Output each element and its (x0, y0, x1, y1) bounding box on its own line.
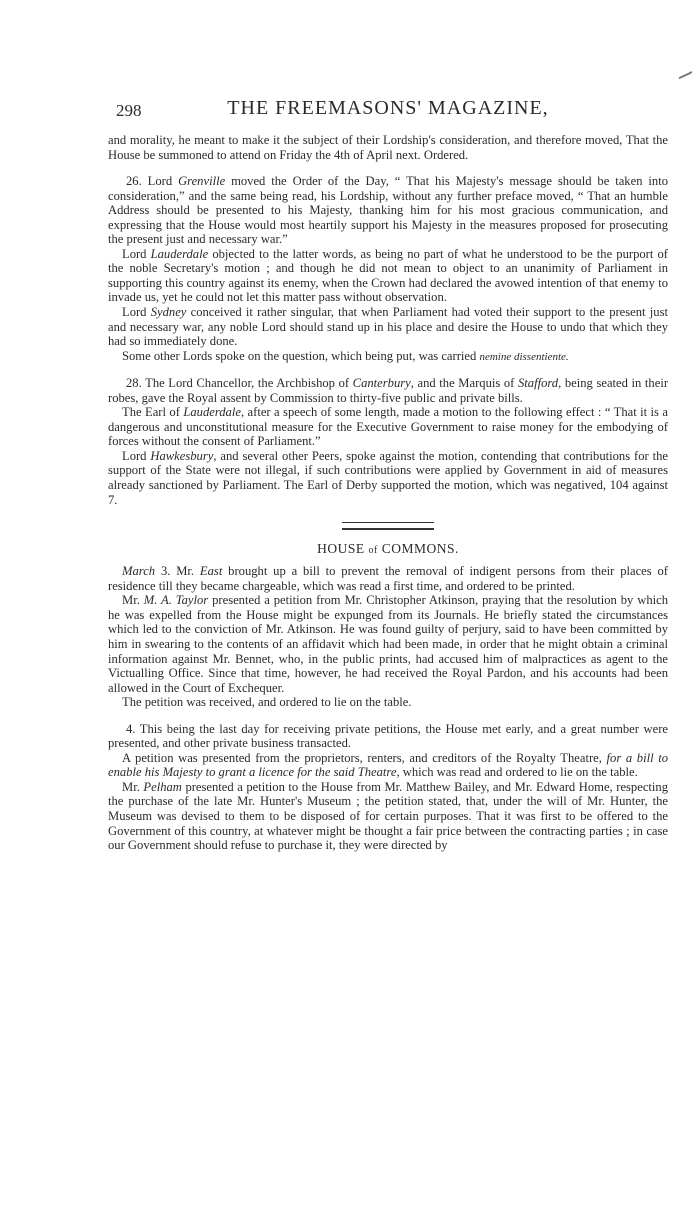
paragraph: and morality, he meant to make it the subject of their Lordship's consideration, and therefore moved, That the House be summoned to attend on Friday the 4th of April next. Ordered. (108, 133, 668, 162)
corner-mark (679, 69, 692, 79)
paragraph: Mr. Pelham presented a petition to the House from Mr. Matthew Bailey, and Mr. Edward Home, respecting the purchase of the late Mr. Hunter's Museum ; the petition stated, that, under the will of Mr. Hunter, the Museum was devised to them to be disposed of for certain purposes. That it was first to be offered to the Government of this country, at whatever might be thought a fair price between the contracting parties ; in case our Government should refuse to purchase it, they were directed by (108, 779, 668, 853)
section-divider (108, 519, 668, 534)
page (108, 95, 668, 853)
paragraph: Lord Hawkesbury, and several other Peers, spoke against the motion, contending that contributions for the support of the State were not illegal, if such contributions were applied by Government in aid of measures already sanctioned by Parliament. The Earl of Derby supported the motion, which was negatived, 104 against 7. (108, 448, 668, 507)
section-title: HOUSE of COMMONS. (317, 540, 459, 556)
page-number: 298 (116, 101, 142, 120)
paragraph: 4. This being the last day for receiving private petitions, the House met early, and a great number were presented, and other private business transacted. (108, 721, 668, 751)
body-text (108, 133, 668, 853)
paragraph: A petition was presented from the proprietors, renters, and creditors of the Royalty Theatre, for a bill to enable his Majesty to grant a licence for the said Theatre, which was read and ordered to lie on the table. (108, 750, 668, 780)
paragraph: Some other Lords spoke on the question, which being put, was carried nemine dissentiente. (122, 348, 569, 363)
paragraph: Mr. M. A. Taylor presented a petition from Mr. Christopher Atkinson, praying that the resolution by which he was expelled from the House might be expunged from its Journals. He briefly stated the circumstances which led to the conviction of Mr. Atkinson. He was found guilty of perjury, said to have been committed by him in swearing to the contents of an affidavit which had been made, in order that he might obtain a criminal information against Mr. Bennet, who, in the public prints, had accused him of malpractices as agent to the Victualling Office. Since that time, however, he had received the Royal Pardon, and his accounts had been allowed in the Court of Exchequer. (108, 593, 669, 695)
paragraph: The petition was received, and ordered to lie on the table. (122, 695, 412, 710)
paragraph: The Earl of Lauderdale, after a speech of some length, made a motion to the following effect : “ That it is a dangerous and unconstitutional measure for the Executive Government to raise money for the embodying of forces without the consent of Parliament.” (108, 405, 668, 449)
paragraph: 26. Lord Grenville moved the Order of the Day, “ That his Majesty's message should be taken into consideration,” and the same being read, his Lordship, without any further preface moved, “ That an humble Address should be presented to his Majesty, thanking him for his most gracious communication, and expressing that the House would most heartily support his Majesty in the measures proposed for prosecuting the present just and necessary war.” (108, 174, 668, 247)
paragraph: Lord Lauderdale objected to the latter words, as being no part of what he understood to be the purport of the noble Secretary's motion ; and though he did not mean to object to an unanimity of Parliament in supporting this country against its enemy, when the Crown had declared the avowed intention of that enemy to invade us, yet he could not let this matter pass without observation. (108, 246, 668, 305)
ornamental-rule (342, 522, 434, 530)
paragraph: Lord Sydney conceived it rather singular, that when Parliament had voted their support to the present just and necessary war, any noble Lord should stand up in his place and desire the House to undo that which they had so immediately done. (108, 305, 668, 349)
paragraph: March 3. Mr. East brought up a bill to prevent the removal of indigent persons from their places of residence till they became chargeable, which was read a first time, and ordered to be printed. (108, 564, 668, 593)
running-head: THE FREEMASONS' MAGAZINE, (227, 97, 549, 119)
paragraph: 28. The Lord Chancellor, the Archbishop of Canterbury, and the Marquis of Stafford, being seated in their robes, gave the Royal assent by Commission to thirty-five public and private bills. (108, 376, 669, 405)
page-header (108, 95, 668, 123)
